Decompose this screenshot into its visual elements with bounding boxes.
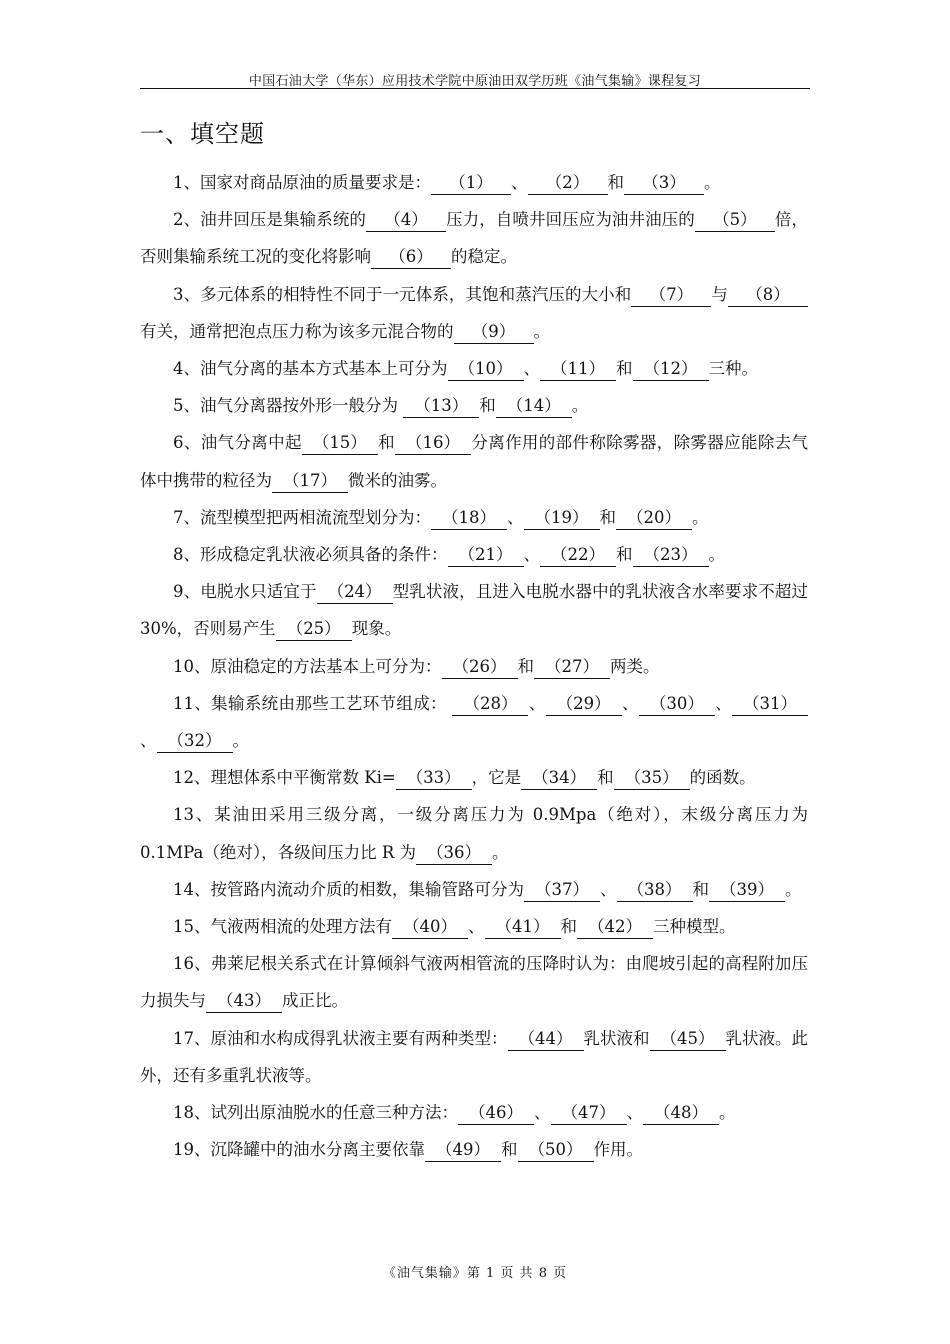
- question-text: 1、国家对商品原油的质量要求是：: [173, 173, 431, 192]
- question-item: [140, 276, 808, 350]
- answer-blank: （25）: [276, 618, 352, 641]
- question-item: [140, 648, 808, 685]
- question-item: [140, 759, 808, 796]
- question-text: 分离作用的部件称除雾器，除雾器应能除去气体中携带的粒径为: [140, 433, 809, 490]
- question-text: 的函数。: [689, 768, 756, 788]
- answer-blank: （16）: [395, 432, 471, 455]
- answer-blank: （8）: [728, 284, 808, 307]
- question-text: 、: [600, 879, 617, 899]
- question-item: [140, 387, 808, 424]
- answer-blank: （46）: [458, 1102, 534, 1125]
- question-text: 型乳状液，且进入电脱水器中的乳状液含水率要求不超过30%，否则易产生: [140, 582, 809, 639]
- question-text: 。: [232, 731, 249, 751]
- question-item: [140, 164, 808, 201]
- answer-blank: （45）: [650, 1028, 726, 1051]
- question-item: [140, 945, 808, 1019]
- question-text: 16、弗莱尼根关系式在计算倾斜气液两相管流的压降时认为：由爬坡引起的高程附加压力损失与: [140, 954, 808, 1011]
- question-text: 、: [468, 917, 485, 937]
- answer-blank: （27）: [534, 656, 610, 679]
- answer-blank: （23）: [633, 544, 709, 567]
- question-text: 、: [714, 693, 733, 713]
- answer-blank: （15）: [302, 432, 378, 455]
- question-item: [140, 499, 808, 536]
- section-title: 一、填空题: [140, 120, 265, 148]
- question-text: 和: [599, 507, 616, 527]
- answer-blank: （50）: [518, 1139, 594, 1162]
- question-text: 现象。: [351, 619, 402, 639]
- question-text: 9、电脱水只适宜于: [173, 582, 317, 602]
- question-text: 的稳定。: [451, 247, 517, 267]
- question-text: 5、油气分离器按外形一般分为: [173, 396, 404, 416]
- answer-blank: （33）: [396, 767, 472, 790]
- question-text: 6、油气分离中起: [173, 433, 302, 453]
- question-text: 、: [534, 1103, 551, 1123]
- question-item: [140, 1020, 808, 1094]
- question-text: 7、流型模型把两相流流型划分为：: [173, 507, 431, 527]
- question-text: 3、多元体系的相特性不同于一元体系，其饱和蒸汽压的大小和: [173, 284, 632, 304]
- question-text: 。: [692, 507, 709, 527]
- answer-blank: （26）: [442, 656, 518, 679]
- question-text: 19、沉降罐中的油水分离主要依靠: [173, 1140, 425, 1160]
- question-text: 、: [507, 507, 524, 527]
- question-text: 13、某油田采用三级分离，一级分离压力为 0.9Mpa（绝对），末级分离压力为 0.1MPa（绝对），各级间压力比 R 为: [140, 805, 808, 862]
- question-text: 。: [708, 545, 725, 565]
- question-text: 、: [523, 545, 540, 565]
- question-item: [140, 536, 808, 573]
- question-text: 两类。: [610, 656, 660, 676]
- question-text: 。: [571, 396, 589, 416]
- question-item: [140, 1094, 808, 1131]
- answer-blank: （9）: [454, 321, 534, 344]
- question-text: 和: [607, 173, 624, 192]
- question-text: 、: [511, 173, 528, 192]
- answer-blank: （21）: [448, 544, 524, 567]
- question-text: 15、气液两相流的处理方法有: [173, 917, 392, 937]
- answer-blank: （5）: [695, 209, 775, 232]
- question-text: 三种。: [708, 359, 758, 379]
- question-text: 、: [140, 731, 157, 751]
- question-text: 、: [528, 693, 546, 713]
- question-text: 、: [523, 359, 540, 379]
- question-text: 和: [597, 768, 614, 788]
- answer-blank: （49）: [425, 1139, 501, 1162]
- header-divider: [140, 88, 810, 89]
- answer-blank: （18）: [431, 507, 507, 530]
- answer-blank: （35）: [614, 767, 690, 790]
- question-text: 、: [626, 1103, 643, 1123]
- answer-blank: （42）: [577, 916, 653, 939]
- question-item: [140, 908, 808, 945]
- question-list: [140, 164, 808, 1168]
- question-item: [140, 573, 808, 647]
- answer-blank: （11）: [540, 358, 616, 381]
- question-text: 成正比。: [282, 991, 348, 1011]
- question-item: [140, 201, 808, 275]
- answer-blank: （36）: [416, 842, 492, 865]
- page-header: 中国石油大学（华东）应用技术学院中原油田双学历班《油气集输》课程复习: [248, 74, 702, 89]
- answer-blank: （37）: [524, 879, 600, 902]
- answer-blank: （3）: [624, 172, 704, 195]
- question-text: 微米的油雾。: [348, 470, 447, 490]
- question-text: 18、试列出原油脱水的任意三种方法：: [173, 1103, 458, 1123]
- question-text: 和: [479, 396, 496, 416]
- answer-blank: （14）: [496, 395, 572, 418]
- answer-blank: （31）: [732, 693, 808, 716]
- question-item: [140, 685, 808, 759]
- answer-blank: （22）: [540, 544, 616, 567]
- question-text: 10、原油稳定的方法基本上可分为：: [173, 656, 442, 676]
- question-text: 乳状液和: [583, 1028, 650, 1048]
- answer-blank: （6）: [371, 246, 451, 269]
- answer-blank: （2）: [528, 172, 608, 195]
- question-item: [140, 424, 808, 498]
- question-item: [140, 871, 808, 908]
- question-text: 和: [377, 433, 396, 453]
- question-text: 与: [711, 284, 729, 304]
- answer-blank: （39）: [709, 879, 785, 902]
- answer-blank: （17）: [272, 470, 348, 493]
- question-text: 12、理想体系中平衡常数 Ki=: [173, 768, 396, 788]
- question-item: [140, 350, 808, 387]
- answer-blank: （13）: [403, 395, 479, 418]
- answer-blank: （1）: [431, 172, 511, 195]
- answer-blank: （40）: [392, 916, 468, 939]
- answer-blank: （24）: [317, 581, 393, 604]
- question-text: 和: [616, 359, 633, 379]
- answer-blank: （44）: [508, 1028, 584, 1051]
- question-text: 。: [719, 1103, 736, 1123]
- question-text: 作用。: [593, 1140, 643, 1160]
- answer-blank: （48）: [643, 1102, 719, 1125]
- question-text: 和: [560, 917, 577, 937]
- answer-blank: （12）: [633, 358, 709, 381]
- answer-blank: （10）: [448, 358, 524, 381]
- answer-blank: （34）: [521, 767, 597, 790]
- answer-blank: （47）: [551, 1102, 627, 1125]
- question-item: [140, 1131, 808, 1168]
- answer-blank: （32）: [157, 730, 233, 753]
- question-text: 乳状液。此外，还有多重乳状液等。: [140, 1028, 808, 1085]
- answer-blank: （30）: [639, 693, 715, 716]
- question-text: 。: [533, 321, 550, 341]
- answer-blank: （41）: [485, 916, 561, 939]
- question-text: 和: [692, 879, 709, 899]
- question-text: 压力，自喷井回压应为油井油压的: [446, 210, 695, 230]
- question-text: 2、油井回压是集输系统的: [173, 210, 366, 230]
- answer-blank: （43）: [206, 990, 282, 1013]
- answer-blank: （38）: [617, 879, 693, 902]
- question-text: 。: [704, 173, 721, 192]
- answer-blank: （28）: [452, 693, 528, 716]
- question-text: 4、油气分离的基本方式基本上可分为: [173, 359, 448, 379]
- question-text: 和: [616, 545, 633, 565]
- answer-blank: （4）: [366, 209, 446, 232]
- question-text: 14、按管路内流动介质的相数，集输管路可分为: [173, 879, 524, 899]
- question-text: 、: [621, 693, 639, 713]
- question-text: 倍，否则集输系统工况的变化将影响: [140, 210, 809, 267]
- answer-blank: （20）: [616, 507, 692, 530]
- question-text: 11、集输系统由那些工艺环节组成：: [173, 693, 453, 713]
- question-text: 和: [517, 656, 534, 676]
- question-text: ，它是: [471, 768, 522, 788]
- question-text: 17、原油和水构成得乳状液主要有两种类型：: [173, 1028, 508, 1048]
- answer-blank: （29）: [546, 693, 622, 716]
- question-text: 有关，通常把泡点压力称为该多元混合物的: [140, 321, 454, 341]
- question-text: 和: [501, 1140, 518, 1160]
- page-footer: 《油气集输》第 1 页 共 8 页: [382, 1266, 568, 1281]
- question-text: 。: [492, 842, 509, 862]
- question-item: [140, 796, 808, 870]
- question-text: 。: [785, 879, 802, 899]
- question-text: 8、形成稳定乳状液必须具备的条件：: [173, 545, 448, 565]
- question-text: 三种模型。: [653, 917, 736, 937]
- answer-blank: （7）: [631, 284, 711, 307]
- answer-blank: （19）: [524, 507, 600, 530]
